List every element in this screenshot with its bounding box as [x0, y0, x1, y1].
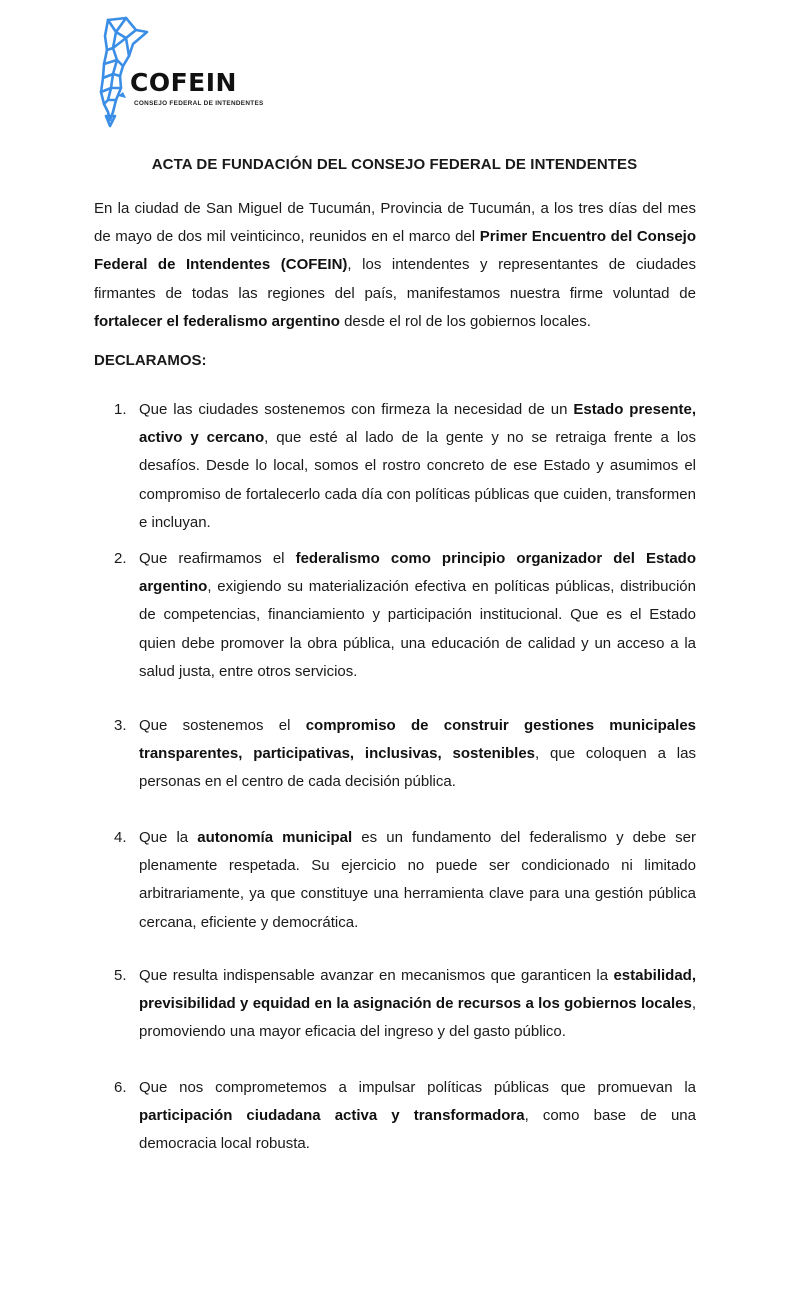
text-segment: Que las ciudades sostenemos con firmeza la necesidad de un [139, 401, 574, 418]
text-segment: , que coloquen a las personas en el centro de cada decisión pública. [139, 745, 696, 791]
declaration-item-6 [94, 1074, 696, 1159]
text-segment: , exigiendo su materialización efectiva en políticas públicas, distribución de competencias, financiamiento y participación institucional. Que es el Estado quien debe promover la obra pública, una educación de calidad y un acceso a la salud justa, entre otros servicios. [139, 578, 696, 680]
item-number: 2. [114, 550, 127, 567]
bold-text: Estado presente, activo y cercano [139, 401, 696, 447]
declaration-item-3 [94, 712, 696, 797]
text-segment: , los intendentes y representantes de ciudades firmantes de todas las regiones del país, manifestamos nuestra firme voluntad de [94, 256, 697, 302]
text-segment: En la ciudad de San Miguel de Tucumán, Provincia de Tucumán, a los tres días del mes de mayo de dos mil veinticinco, reunidos en el marco del [94, 200, 696, 246]
declaration-item-4 [94, 824, 696, 937]
bold-text: autonomía municipal [197, 829, 353, 846]
item-text [139, 545, 696, 686]
item-text [139, 962, 696, 1047]
item-text [139, 1074, 696, 1159]
text-segment: desde el rol de los gobiernos locales. [339, 312, 591, 330]
item-number: 5. [114, 967, 127, 984]
bold-text: participación ciudadana activa y transformadora [139, 1107, 525, 1125]
item-number: 6. [114, 1079, 127, 1096]
declaration-item-5 [94, 962, 696, 1047]
text-segment: Que resulta indispensable avanzar en mecanismos que garanticen la [139, 967, 614, 984]
item-text [139, 824, 696, 937]
declaration-item-2 [94, 545, 696, 686]
declaramos-heading: DECLARAMOS: [94, 352, 207, 369]
item-text [139, 712, 696, 797]
text-segment: Que la [139, 829, 198, 846]
text-segment: Que sostenemos el [139, 717, 306, 734]
text-segment: , promoviendo una mayor eficacia del ingreso y del gasto público. [139, 995, 696, 1041]
item-text [139, 396, 696, 537]
item-number: 4. [114, 829, 127, 846]
bold-text: compromiso de construir gestiones municipales transparentes, participativas, inclusivas, sostenibles [139, 717, 697, 763]
document-title: ACTA DE FUNDACIÓN DEL CONSEJO FEDERAL DE INTENDENTES [151, 156, 638, 173]
bold-text: estabilidad, previsibilidad y equidad en la asignación de recursos a los gobiernos locales [139, 967, 696, 1013]
bold-text: Primer Encuentro del Consejo Federal de Intendentes (COFEIN) [94, 228, 697, 274]
item-number: 3. [114, 717, 127, 734]
item-number: 1. [114, 401, 127, 418]
intro-paragraph [94, 195, 696, 336]
text-segment: Que nos comprometemos a impulsar políticas públicas que promuevan la [139, 1079, 696, 1096]
bold-text: fortalecer el federalismo argentino [94, 312, 340, 330]
declaration-item-1 [94, 396, 696, 537]
text-segment: es un fundamento del federalismo y debe ser plenamente respetada. Su ejercicio no puede ser condicionado ni limitado arbitrariamente, ya que constituye una herramienta clave para una gestión pública cercana, eficiente y democrática. [139, 829, 696, 931]
text-segment: , como base de una democracia local robusta. [139, 1107, 696, 1153]
cofein-logo [96, 16, 264, 132]
logo-subtitle: CONSEJO FEDERAL DE INTENDENTES [134, 100, 264, 107]
bold-text: federalismo como principio organizador del Estado argentino [139, 550, 696, 596]
logo-name: COFEIN [130, 68, 237, 97]
text-segment: , que esté al lado de la gente y no se retraiga frente a los desafíos. Desde lo local, somos el rostro concreto de ese Estado y asumimos el compromiso de fortalecerlo cada día con políticas públicas que cuiden, transformen e incluyan. [139, 429, 696, 531]
text-segment: Que reafirmamos el [139, 550, 296, 567]
